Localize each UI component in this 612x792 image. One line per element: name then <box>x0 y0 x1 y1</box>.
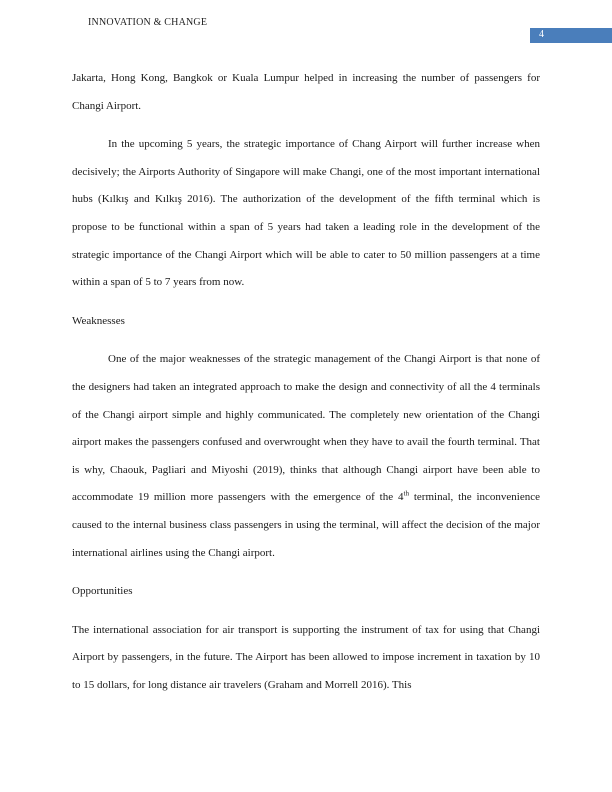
paragraph-weaknesses-text-end: terminal, the inconvenience caused to the internal business class passengers in using the terminal, will affect the decision of the major international airlines using the Changi airport. <box>72 491 540 559</box>
ordinal-superscript: th <box>403 489 409 498</box>
paragraph-continuation: Jakarta, Hong Kong, Bangkok or Kuala Lumpur helped in increasing the number of passengers for Changi Airport. <box>72 72 540 112</box>
paragraph-strategic-importance: In the upcoming 5 years, the strategic importance of Chang Airport will further increase when decisively; the Airports Authority of Singapore will make Changi, one of the most important international hubs (Kılkış and Kılkış 2016). The authorization of the development of the fifth terminal which is propose to be functional within a span of 5 years had taken a leading role in the development of the strategic importance of the Changi Airport which will be able to cater to 50 million passengers at a time within a span of 5 to 7 years from now. <box>72 138 540 289</box>
page-number: 4 <box>539 29 544 40</box>
running-head: INNOVATION & CHANGE <box>88 17 208 28</box>
document-body <box>72 65 540 710</box>
page-number-badge <box>530 28 612 43</box>
heading-opportunities: Opportunities <box>72 585 133 598</box>
paragraph-weaknesses-text-start: One of the major weaknesses of the strategic management of the Changi Airport is that none of the designers had taken an integrated approach to make the design and connectivity of all the 4 terminals of the Changi airport simple and highly communicated. The completely new orientation of the Changi airport makes the passengers confused and overwrought when they have to avail the fourth terminal. That is why, Chaouk, Pagliari and Miyoshi (2019), thinks that although Changi airport have been able to accommodate 19 million more passengers with the emergence of the 4 <box>72 353 540 504</box>
paragraph-opportunities: The international association for air transport is supporting the instrument of tax for using that Changi Airport by passengers, in the future. The Airport has been allowed to impose increment in taxation by 10 to 15 dollars, for long distance air travelers (Graham and Morrell 2016). This <box>72 623 540 691</box>
paragraph-weaknesses <box>72 346 540 567</box>
heading-weaknesses: Weaknesses <box>72 314 125 327</box>
